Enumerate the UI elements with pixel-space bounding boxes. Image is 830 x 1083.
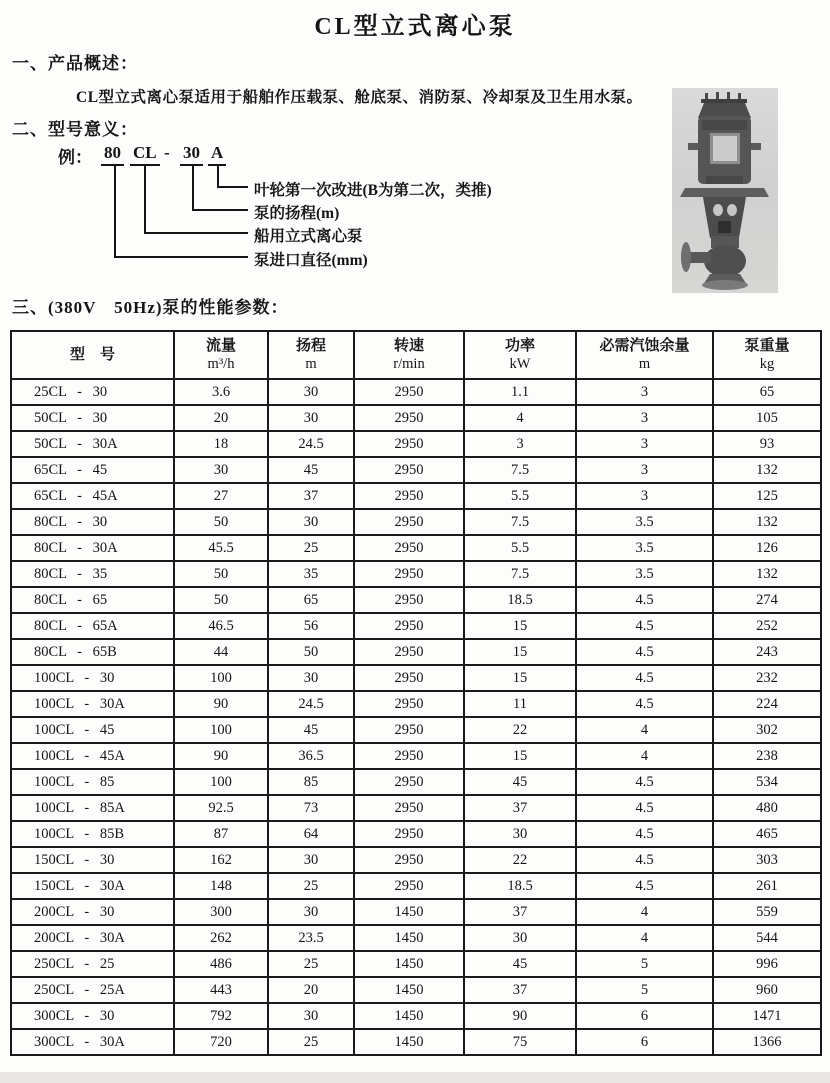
header-weight [713, 331, 821, 379]
value-cell: 2950 [354, 847, 464, 873]
section-heading-performance: 三、(380V 50Hz)泵的性能参数： [12, 298, 289, 317]
value-cell: 2950 [354, 821, 464, 847]
table-row [11, 873, 821, 899]
header-head [268, 331, 354, 379]
value-cell: 5.5 [464, 483, 576, 509]
value-cell: 27 [174, 483, 268, 509]
model-cell: 80CL - 30 [11, 509, 174, 535]
value-cell: 73 [268, 795, 354, 821]
label-impeller-revision: 叶轮第一次改进(B为第二次，类推) [254, 182, 492, 199]
value-cell: 100 [174, 717, 268, 743]
value-cell: 2950 [354, 795, 464, 821]
model-cell: 300CL - 30 [11, 1003, 174, 1029]
model-cell: 80CL - 65B [11, 639, 174, 665]
table-row [11, 821, 821, 847]
value-cell: 1450 [354, 1029, 464, 1055]
table-row [11, 743, 821, 769]
value-cell: 75 [464, 1029, 576, 1055]
value-cell: 2950 [354, 587, 464, 613]
value-cell: 3 [464, 431, 576, 457]
value-cell: 2950 [354, 483, 464, 509]
value-cell: 50 [174, 587, 268, 613]
performance-table-body [11, 379, 821, 1055]
value-cell: 36.5 [268, 743, 354, 769]
table-row [11, 717, 821, 743]
value-cell: 232 [713, 665, 821, 691]
value-cell: 90 [174, 743, 268, 769]
model-cell: 80CL - 30A [11, 535, 174, 561]
value-cell: 23.5 [268, 925, 354, 951]
value-cell: 2950 [354, 691, 464, 717]
section-heading-model-meaning: 二、型号意义： [12, 120, 138, 139]
header-weight-unit: kg [759, 356, 775, 373]
value-cell: 2950 [354, 509, 464, 535]
model-cell: 80CL - 65A [11, 613, 174, 639]
value-cell: 15 [464, 613, 576, 639]
value-cell: 2950 [354, 639, 464, 665]
example-inlet-diameter: 80 [101, 143, 124, 166]
table-row [11, 925, 821, 951]
value-cell: 544 [713, 925, 821, 951]
value-cell: 4.5 [576, 639, 713, 665]
table-row [11, 561, 821, 587]
connector-line-inlet-horizontal [114, 256, 248, 258]
header-model [11, 331, 174, 379]
value-cell: 85 [268, 769, 354, 795]
vertical-pump-image [672, 88, 778, 293]
value-cell: 24.5 [268, 431, 354, 457]
table-row [11, 639, 821, 665]
value-cell: 4 [576, 717, 713, 743]
value-cell: 274 [713, 587, 821, 613]
value-cell: 559 [713, 899, 821, 925]
value-cell: 1450 [354, 951, 464, 977]
example-prefix: 例： [58, 148, 92, 167]
connector-line-variant-horizontal [217, 186, 248, 188]
value-cell: 2950 [354, 769, 464, 795]
model-cell: 200CL - 30A [11, 925, 174, 951]
value-cell: 92.5 [174, 795, 268, 821]
value-cell: 2950 [354, 613, 464, 639]
value-cell: 7.5 [464, 561, 576, 587]
value-cell: 2950 [354, 405, 464, 431]
value-cell: 3.5 [576, 561, 713, 587]
value-cell: 50 [268, 639, 354, 665]
value-cell: 302 [713, 717, 821, 743]
value-cell: 25 [268, 1029, 354, 1055]
value-cell: 4 [464, 405, 576, 431]
value-cell: 3 [576, 405, 713, 431]
table-row [11, 899, 821, 925]
table-row [11, 457, 821, 483]
value-cell: 105 [713, 405, 821, 431]
value-cell: 125 [713, 483, 821, 509]
header-npsh-title: 必需汽蚀余量 [599, 337, 690, 354]
value-cell: 30 [268, 509, 354, 535]
header-head-title: 扬程 [295, 337, 326, 354]
table-row [11, 977, 821, 1003]
value-cell: 2950 [354, 379, 464, 405]
value-cell: 64 [268, 821, 354, 847]
page-title: CL型立式离心泵 [314, 14, 516, 40]
value-cell: 4 [576, 743, 713, 769]
value-cell: 1450 [354, 977, 464, 1003]
header-power [464, 331, 576, 379]
table-row [11, 587, 821, 613]
value-cell: 7.5 [464, 457, 576, 483]
value-cell: 7.5 [464, 509, 576, 535]
performance-table [10, 330, 822, 1056]
table-row [11, 951, 821, 977]
value-cell: 65 [268, 587, 354, 613]
value-cell: 4.5 [576, 769, 713, 795]
value-cell: 35 [268, 561, 354, 587]
value-cell: 100 [174, 665, 268, 691]
table-row [11, 613, 821, 639]
value-cell: 2950 [354, 743, 464, 769]
header-npsh [576, 331, 713, 379]
value-cell: 132 [713, 457, 821, 483]
value-cell: 25 [268, 535, 354, 561]
value-cell: 90 [464, 1003, 576, 1029]
table-row [11, 483, 821, 509]
model-cell: 80CL - 65 [11, 587, 174, 613]
value-cell: 960 [713, 977, 821, 1003]
value-cell: 243 [713, 639, 821, 665]
value-cell: 4.5 [576, 613, 713, 639]
header-npsh-unit: m [638, 356, 651, 373]
value-cell: 93 [713, 431, 821, 457]
value-cell: 1471 [713, 1003, 821, 1029]
value-cell: 252 [713, 613, 821, 639]
connector-line-head [192, 166, 194, 211]
value-cell: 30 [268, 405, 354, 431]
value-cell: 20 [268, 977, 354, 1003]
example-dash: - [164, 143, 170, 162]
model-cell: 25CL - 30 [11, 379, 174, 405]
value-cell: 45 [464, 951, 576, 977]
value-cell: 4.5 [576, 873, 713, 899]
value-cell: 44 [174, 639, 268, 665]
example-series-code: CL [130, 143, 160, 166]
value-cell: 46.5 [174, 613, 268, 639]
value-cell: 792 [174, 1003, 268, 1029]
value-cell: 2950 [354, 561, 464, 587]
value-cell: 30 [268, 899, 354, 925]
model-cell: 65CL - 45A [11, 483, 174, 509]
model-cell: 100CL - 30A [11, 691, 174, 717]
value-cell: 37 [268, 483, 354, 509]
table-row [11, 431, 821, 457]
model-cell: 250CL - 25 [11, 951, 174, 977]
model-cell: 100CL - 85B [11, 821, 174, 847]
model-cell: 100CL - 85A [11, 795, 174, 821]
header-model-title: 型 号 [69, 346, 115, 363]
value-cell: 100 [174, 769, 268, 795]
value-cell: 65 [713, 379, 821, 405]
table-row [11, 379, 821, 405]
value-cell: 30 [268, 379, 354, 405]
value-cell: 224 [713, 691, 821, 717]
model-cell: 65CL - 45 [11, 457, 174, 483]
model-cell: 300CL - 30A [11, 1029, 174, 1055]
table-row [11, 847, 821, 873]
value-cell: 30 [268, 665, 354, 691]
value-cell: 4 [576, 899, 713, 925]
label-inlet-diameter: 泵进口直径(mm) [254, 252, 368, 269]
value-cell: 6 [576, 1003, 713, 1029]
value-cell: 24.5 [268, 691, 354, 717]
value-cell: 262 [174, 925, 268, 951]
model-cell: 100CL - 30 [11, 665, 174, 691]
value-cell: 15 [464, 639, 576, 665]
model-cell: 150CL - 30A [11, 873, 174, 899]
value-cell: 300 [174, 899, 268, 925]
value-cell: 303 [713, 847, 821, 873]
table-row [11, 1029, 821, 1055]
value-cell: 37 [464, 899, 576, 925]
model-cell: 50CL - 30A [11, 431, 174, 457]
value-cell: 45 [268, 717, 354, 743]
value-cell: 486 [174, 951, 268, 977]
value-cell: 4.5 [576, 587, 713, 613]
connector-line-variant [217, 166, 219, 188]
value-cell: 2950 [354, 873, 464, 899]
value-cell: 162 [174, 847, 268, 873]
value-cell: 2950 [354, 717, 464, 743]
value-cell: 132 [713, 509, 821, 535]
value-cell: 126 [713, 535, 821, 561]
value-cell: 50 [174, 509, 268, 535]
header-speed [354, 331, 464, 379]
value-cell: 22 [464, 847, 576, 873]
section-heading-overview: 一、产品概述： [12, 54, 138, 73]
page-bottom-edge [0, 1072, 830, 1083]
value-cell: 4.5 [576, 821, 713, 847]
header-flow-title: 流量 [205, 337, 236, 354]
value-cell: 5.5 [464, 535, 576, 561]
value-cell: 3 [576, 431, 713, 457]
header-head-unit: m [305, 356, 317, 373]
value-cell: 3.5 [576, 509, 713, 535]
model-cell: 150CL - 30 [11, 847, 174, 873]
table-header-row [11, 331, 821, 379]
value-cell: 720 [174, 1029, 268, 1055]
model-cell: 100CL - 45 [11, 717, 174, 743]
value-cell: 5 [576, 977, 713, 1003]
value-cell: 20 [174, 405, 268, 431]
header-weight-title: 泵重量 [744, 337, 790, 354]
value-cell: 3.6 [174, 379, 268, 405]
value-cell: 15 [464, 665, 576, 691]
header-flow [174, 331, 268, 379]
value-cell: 4.5 [576, 847, 713, 873]
value-cell: 18 [174, 431, 268, 457]
value-cell: 465 [713, 821, 821, 847]
value-cell: 6 [576, 1029, 713, 1055]
value-cell: 56 [268, 613, 354, 639]
value-cell: 11 [464, 691, 576, 717]
value-cell: 18.5 [464, 587, 576, 613]
value-cell: 534 [713, 769, 821, 795]
model-cell: 100CL - 85 [11, 769, 174, 795]
connector-line-series-horizontal [144, 232, 248, 234]
value-cell: 30 [268, 1003, 354, 1029]
overview-paragraph: CL型立式离心泵适用于船舶作压载泵、舱底泵、消防泵、冷却泵及卫生用水泵。 [76, 89, 643, 106]
header-speed-title: 转速 [393, 337, 424, 354]
value-cell: 90 [174, 691, 268, 717]
value-cell: 45 [268, 457, 354, 483]
value-cell: 4.5 [576, 691, 713, 717]
value-cell: 443 [174, 977, 268, 1003]
value-cell: 30 [464, 821, 576, 847]
value-cell: 3.5 [576, 535, 713, 561]
value-cell: 30 [174, 457, 268, 483]
table-row [11, 1003, 821, 1029]
example-head-value: 30 [180, 143, 203, 166]
pump-photo [672, 88, 778, 293]
value-cell: 5 [576, 951, 713, 977]
table-row [11, 509, 821, 535]
value-cell: 1450 [354, 925, 464, 951]
value-cell: 25 [268, 951, 354, 977]
header-speed-unit: r/min [393, 356, 425, 373]
table-row [11, 795, 821, 821]
value-cell: 4.5 [576, 795, 713, 821]
label-marine-vertical-pump: 船用立式离心泵 [254, 228, 363, 245]
value-cell: 1450 [354, 899, 464, 925]
value-cell: 1450 [354, 1003, 464, 1029]
table-row [11, 665, 821, 691]
value-cell: 2950 [354, 457, 464, 483]
value-cell: 37 [464, 977, 576, 1003]
value-cell: 15 [464, 743, 576, 769]
value-cell: 3 [576, 379, 713, 405]
value-cell: 30 [268, 847, 354, 873]
header-flow-unit: m³/h [207, 356, 235, 373]
value-cell: 50 [174, 561, 268, 587]
connector-line-inlet [114, 166, 116, 258]
value-cell: 480 [713, 795, 821, 821]
table-row [11, 405, 821, 431]
value-cell: 3 [576, 457, 713, 483]
model-cell: 200CL - 30 [11, 899, 174, 925]
value-cell: 148 [174, 873, 268, 899]
value-cell: 261 [713, 873, 821, 899]
model-cell: 250CL - 25A [11, 977, 174, 1003]
model-cell: 50CL - 30 [11, 405, 174, 431]
value-cell: 45.5 [174, 535, 268, 561]
value-cell: 37 [464, 795, 576, 821]
value-cell: 132 [713, 561, 821, 587]
table-row [11, 535, 821, 561]
value-cell: 4.5 [576, 665, 713, 691]
header-power-unit: kW [509, 356, 531, 373]
value-cell: 30 [464, 925, 576, 951]
connector-line-series [144, 166, 146, 234]
model-cell: 80CL - 35 [11, 561, 174, 587]
value-cell: 45 [464, 769, 576, 795]
connector-line-head-horizontal [192, 209, 248, 211]
value-cell: 25 [268, 873, 354, 899]
header-power-title: 功率 [504, 337, 535, 354]
value-cell: 22 [464, 717, 576, 743]
table-row [11, 769, 821, 795]
value-cell: 3 [576, 483, 713, 509]
value-cell: 1.1 [464, 379, 576, 405]
value-cell: 18.5 [464, 873, 576, 899]
value-cell: 2950 [354, 535, 464, 561]
value-cell: 1366 [713, 1029, 821, 1055]
value-cell: 2950 [354, 431, 464, 457]
example-variant-code: A [208, 143, 226, 166]
label-pump-head: 泵的扬程(m) [254, 205, 340, 222]
value-cell: 4 [576, 925, 713, 951]
value-cell: 87 [174, 821, 268, 847]
value-cell: 238 [713, 743, 821, 769]
model-cell: 100CL - 45A [11, 743, 174, 769]
value-cell: 2950 [354, 665, 464, 691]
table-row [11, 691, 821, 717]
value-cell: 996 [713, 951, 821, 977]
